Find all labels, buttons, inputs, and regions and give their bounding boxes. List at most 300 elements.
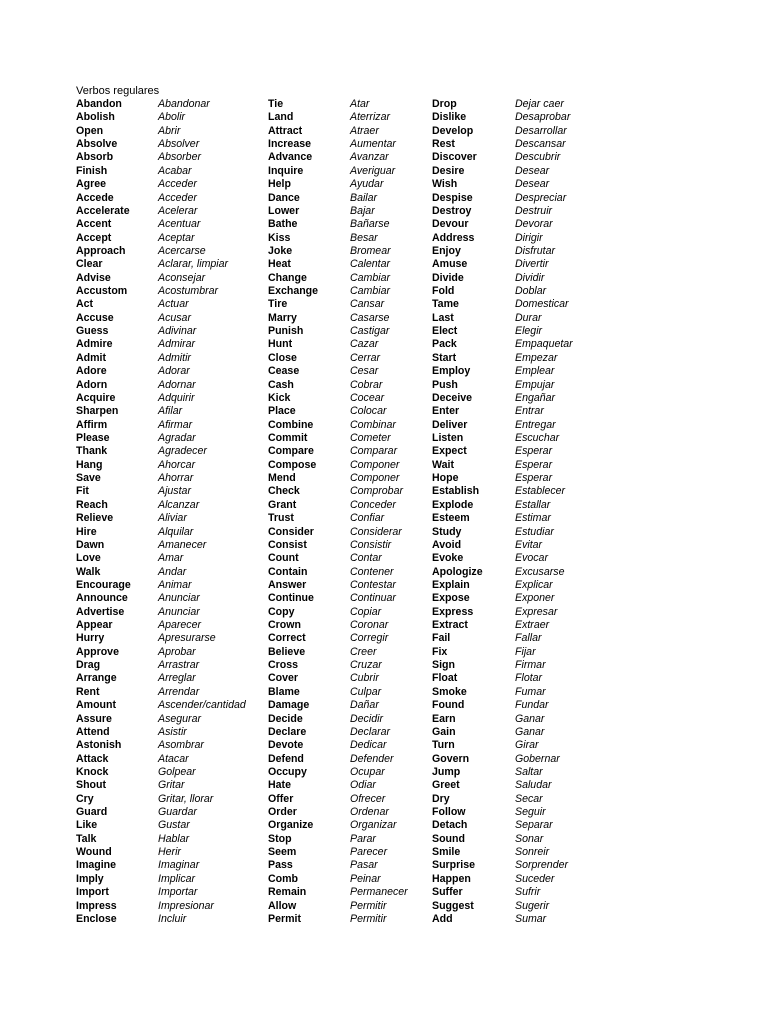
verb-row <box>432 900 622 913</box>
verb-row <box>432 432 622 445</box>
spanish-translation: Permanecer <box>350 886 408 899</box>
spanish-translation: Esperar <box>515 472 553 485</box>
verb-row <box>432 499 622 512</box>
verb-row <box>76 445 266 458</box>
verb-row <box>76 766 266 779</box>
verb-row <box>268 512 430 525</box>
spanish-translation: Acusar <box>158 311 191 324</box>
verb-row <box>432 125 622 138</box>
english-verb: Fix <box>432 645 448 658</box>
english-verb: Tie <box>268 98 284 110</box>
spanish-translation: Fallar <box>515 632 542 645</box>
spanish-translation: Empujar <box>515 378 555 391</box>
verb-row <box>76 178 266 191</box>
english-verb: Suggest <box>432 899 474 912</box>
verb-row <box>268 312 430 325</box>
english-verb: Relieve <box>76 512 114 525</box>
verb-row <box>268 766 430 779</box>
english-verb: Believe <box>268 645 306 658</box>
verb-row <box>268 579 430 592</box>
verb-row <box>432 285 622 298</box>
spanish-translation: Parar <box>350 832 376 845</box>
verb-row <box>268 646 430 659</box>
verb-row <box>76 365 266 378</box>
verb-row <box>432 539 622 552</box>
english-verb: Lower <box>268 204 300 217</box>
spanish-translation: Abandonar <box>158 98 210 110</box>
english-verb: Drop <box>432 98 457 110</box>
english-verb: Smile <box>432 846 461 859</box>
english-verb: Hang <box>76 458 103 471</box>
verb-row <box>268 632 430 645</box>
verb-row <box>432 379 622 392</box>
english-verb: Answer <box>268 578 307 591</box>
spanish-translation: Bajar <box>350 204 375 217</box>
spanish-translation: Avanzar <box>350 151 389 164</box>
verb-row <box>76 392 266 405</box>
verb-row <box>268 886 430 899</box>
english-verb: Land <box>268 111 294 124</box>
spanish-translation: Desear <box>515 164 550 177</box>
spanish-translation: Destruir <box>515 204 553 217</box>
verb-row <box>268 659 430 672</box>
spanish-translation: Admitir <box>158 351 191 364</box>
spanish-translation: Aparecer <box>158 619 201 632</box>
spanish-translation: Bromear <box>350 244 391 257</box>
spanish-translation: Establecer <box>515 485 566 498</box>
english-verb: Fail <box>432 632 451 645</box>
spanish-translation: Considerar <box>350 525 402 538</box>
spanish-translation: Amanecer <box>158 538 207 551</box>
english-verb: Allow <box>268 899 297 912</box>
verb-row <box>432 793 622 806</box>
spanish-translation: Afirmar <box>158 418 193 431</box>
verb-row <box>432 873 622 886</box>
english-verb: Add <box>432 912 453 925</box>
spanish-translation: Culpar <box>350 685 382 698</box>
spanish-translation: Incluir <box>158 912 187 925</box>
spanish-translation: Aumentar <box>350 138 396 151</box>
verb-row <box>76 793 266 806</box>
spanish-translation: Continuar <box>350 592 396 605</box>
english-verb: Save <box>76 472 101 485</box>
verb-row <box>268 325 430 338</box>
spanish-translation: Cruzar <box>350 659 382 672</box>
verb-row <box>268 232 430 245</box>
verb-row <box>268 178 430 191</box>
verb-row <box>432 272 622 285</box>
english-verb: Advertise <box>76 605 125 618</box>
verb-row <box>76 138 266 151</box>
spanish-translation: Adornar <box>158 378 196 391</box>
english-verb: Act <box>76 298 94 311</box>
spanish-translation: Permitir <box>350 912 387 925</box>
english-verb: Agree <box>76 178 107 191</box>
english-verb: Wait <box>432 458 454 471</box>
english-verb: Enjoy <box>432 244 461 257</box>
spanish-translation: Entregar <box>515 418 556 431</box>
verb-row <box>268 125 430 138</box>
english-verb: Absolve <box>76 138 118 151</box>
english-verb: Devour <box>432 218 469 231</box>
english-verb: Clear <box>76 258 103 271</box>
spanish-translation: Girar <box>515 739 539 752</box>
verb-row <box>76 713 266 726</box>
spanish-translation: Admirar <box>158 338 196 351</box>
verb-row <box>432 392 622 405</box>
spanish-translation: Anunciar <box>158 592 200 605</box>
verb-row <box>76 205 266 218</box>
spanish-translation: Cobrar <box>350 378 383 391</box>
english-verb: Cross <box>268 659 299 672</box>
spanish-translation: Secar <box>515 792 543 805</box>
spanish-translation: Sonreir <box>515 846 550 859</box>
english-verb: Damage <box>268 699 310 712</box>
spanish-translation: Amar <box>158 552 184 565</box>
english-verb: Develop <box>432 124 474 137</box>
spanish-translation: Contar <box>350 552 382 565</box>
english-verb: Count <box>268 552 299 565</box>
spanish-translation: Atraer <box>350 124 379 137</box>
verb-row <box>76 539 266 552</box>
verb-row <box>432 886 622 899</box>
english-verb: Wound <box>76 846 112 859</box>
english-verb: Destroy <box>432 204 472 217</box>
spanish-translation: Durar <box>515 311 542 324</box>
spanish-translation: Acabar <box>158 164 192 177</box>
english-verb: Guard <box>76 806 108 819</box>
spanish-translation: Acostumbrar <box>158 285 219 298</box>
english-verb: Offer <box>268 792 294 805</box>
english-verb: Attack <box>76 752 109 765</box>
verb-row <box>268 539 430 552</box>
verb-row <box>76 325 266 338</box>
verb-row <box>432 806 622 819</box>
spanish-translation: Aliviar <box>158 512 187 525</box>
english-verb: Pack <box>432 338 457 351</box>
spanish-translation: Implicar <box>158 872 196 885</box>
english-verb: Declare <box>268 725 307 738</box>
spanish-translation: Componer <box>350 472 400 485</box>
english-verb: Extract <box>432 619 468 632</box>
spanish-translation: Decidir <box>350 712 383 725</box>
verb-row <box>432 218 622 231</box>
english-verb: Establish <box>432 485 480 498</box>
spanish-translation: Golpear <box>158 765 196 778</box>
verb-row <box>432 98 622 111</box>
verb-row <box>432 405 622 418</box>
spanish-translation: Colocar <box>350 405 387 418</box>
verb-row <box>268 98 430 111</box>
verb-row <box>268 485 430 498</box>
english-verb: Drag <box>76 659 101 672</box>
english-verb: Blame <box>268 685 300 698</box>
spanish-translation: Consistir <box>350 538 392 551</box>
verb-row <box>76 405 266 418</box>
verb-row <box>76 459 266 472</box>
english-verb: Correct <box>268 632 306 645</box>
verb-row <box>76 432 266 445</box>
english-verb: Esteem <box>432 512 470 525</box>
english-verb: Abandon <box>76 98 122 110</box>
verb-row <box>432 138 622 151</box>
verb-row <box>76 846 266 859</box>
spanish-translation: Separar <box>515 819 553 832</box>
english-verb: Consider <box>268 525 314 538</box>
english-verb: Gain <box>432 725 456 738</box>
english-verb: Shout <box>76 779 107 792</box>
spanish-translation: Engañar <box>515 391 556 404</box>
verb-row <box>76 806 266 819</box>
spanish-translation: Desarrollar <box>515 124 567 137</box>
english-verb: Love <box>76 552 101 565</box>
spanish-translation: Herir <box>158 846 181 859</box>
verb-row <box>76 232 266 245</box>
verb-row <box>268 526 430 539</box>
english-verb: Approve <box>76 645 119 658</box>
english-verb: Walk <box>76 565 101 578</box>
english-verb: Combine <box>268 418 314 431</box>
verb-row <box>432 859 622 872</box>
english-verb: Defend <box>268 752 304 765</box>
verb-row <box>432 298 622 311</box>
spanish-translation: Parecer <box>350 846 388 859</box>
english-verb: Accustom <box>76 285 128 298</box>
verb-row <box>76 646 266 659</box>
verb-row <box>76 726 266 739</box>
spanish-translation: Escuchar <box>515 431 560 444</box>
spanish-translation: Sorprender <box>515 859 568 872</box>
spanish-translation: Ganar <box>515 725 545 738</box>
verb-row <box>432 766 622 779</box>
english-verb: Tame <box>432 298 459 311</box>
english-verb: Affirm <box>76 418 108 431</box>
verb-row <box>432 352 622 365</box>
english-verb: Sign <box>432 659 455 672</box>
english-verb: Marry <box>268 311 297 324</box>
spanish-translation: Dirigir <box>515 231 543 244</box>
english-verb: Cry <box>76 792 94 805</box>
spanish-translation: Averiguar <box>350 164 396 177</box>
verb-row <box>268 245 430 258</box>
spanish-translation: Animar <box>158 578 192 591</box>
verb-row <box>76 913 266 926</box>
english-verb: Surprise <box>432 859 475 872</box>
english-verb: Explode <box>432 498 474 511</box>
verb-row <box>268 392 430 405</box>
english-verb: Rest <box>432 138 455 151</box>
english-verb: Discover <box>432 151 477 164</box>
spanish-translation: Declarar <box>350 725 391 738</box>
spanish-translation: Despreciar <box>515 191 567 204</box>
verb-row <box>76 419 266 432</box>
english-verb: Suffer <box>432 886 463 899</box>
english-verb: Amount <box>76 699 117 712</box>
verb-row <box>76 338 266 351</box>
english-verb: Enclose <box>76 912 117 925</box>
spanish-translation: Gritar <box>158 779 185 792</box>
english-verb: Decide <box>268 712 303 725</box>
english-verb: Permit <box>268 912 301 925</box>
spanish-translation: Copiar <box>350 605 382 618</box>
spanish-translation: Estimar <box>515 512 551 525</box>
spanish-translation: Elegir <box>515 325 543 338</box>
verb-row <box>268 739 430 752</box>
verb-row <box>76 125 266 138</box>
spanish-translation: Combinar <box>350 418 396 431</box>
spanish-translation: Confiar <box>350 512 385 525</box>
english-verb: Reach <box>76 498 108 511</box>
spanish-translation: Abrir <box>158 124 181 137</box>
spanish-translation: Asombrar <box>158 739 204 752</box>
spanish-translation: Devorar <box>515 218 553 231</box>
english-verb: Dislike <box>432 111 467 124</box>
verb-row <box>432 913 622 926</box>
spanish-translation: Organizar <box>350 819 397 832</box>
english-verb: Dance <box>268 191 300 204</box>
spanish-translation: Domesticar <box>515 298 569 311</box>
spanish-translation: Cubrir <box>350 672 379 685</box>
verb-row <box>268 873 430 886</box>
english-verb: Earn <box>432 712 456 725</box>
verb-row <box>76 833 266 846</box>
english-verb: Commit <box>268 431 308 444</box>
verb-row <box>432 619 622 632</box>
spanish-translation: Fundar <box>515 699 549 712</box>
spanish-translation: Exponer <box>515 592 555 605</box>
spanish-translation: Sumar <box>515 912 547 925</box>
spanish-translation: Actuar <box>158 298 189 311</box>
spanish-translation: Peinar <box>350 872 381 885</box>
verb-row <box>268 352 430 365</box>
english-verb: Dry <box>432 792 450 805</box>
spanish-translation: Aprobar <box>158 645 196 658</box>
english-verb: Hurry <box>76 632 105 645</box>
spanish-translation: Fijar <box>515 645 536 658</box>
spanish-translation: Explicar <box>515 578 553 591</box>
spanish-translation: Gritar, llorar <box>158 792 214 805</box>
verb-row <box>268 686 430 699</box>
english-verb: Express <box>432 605 474 618</box>
verb-row <box>432 659 622 672</box>
verb-row <box>76 659 266 672</box>
spanish-translation: Asistir <box>158 725 187 738</box>
english-verb: Turn <box>432 739 455 752</box>
verb-row <box>76 579 266 592</box>
english-verb: Hire <box>76 525 97 538</box>
english-verb: Cash <box>268 378 294 391</box>
spanish-translation: Bailar <box>350 191 378 204</box>
english-verb: Cover <box>268 672 299 685</box>
english-verb: Guess <box>76 325 109 338</box>
spanish-translation: Adivinar <box>158 325 197 338</box>
spanish-translation: Acentuar <box>158 218 201 231</box>
spanish-translation: Hablar <box>158 832 190 845</box>
verb-row <box>76 285 266 298</box>
verb-row <box>432 472 622 485</box>
english-verb: Follow <box>432 806 466 819</box>
english-verb: Deliver <box>432 418 468 431</box>
verb-row <box>432 232 622 245</box>
verb-row <box>268 806 430 819</box>
english-verb: Appear <box>76 619 113 632</box>
verb-row <box>432 566 622 579</box>
english-verb: Accede <box>76 191 114 204</box>
verb-row <box>76 632 266 645</box>
verb-row <box>76 258 266 271</box>
spanish-translation: Ayudar <box>350 178 384 191</box>
verb-row <box>432 632 622 645</box>
english-verb: Imagine <box>76 859 117 872</box>
spanish-translation: Entrar <box>515 405 544 418</box>
verb-row <box>432 753 622 766</box>
english-verb: Close <box>268 351 297 364</box>
verb-row <box>268 846 430 859</box>
verb-row <box>432 111 622 124</box>
english-verb: Devote <box>268 739 304 752</box>
verb-row <box>432 258 622 271</box>
english-verb: Admit <box>76 351 107 364</box>
verb-row <box>76 245 266 258</box>
english-verb: Thank <box>76 445 108 458</box>
verb-row <box>268 218 430 231</box>
english-verb: Grant <box>268 498 297 511</box>
english-verb: Absorb <box>76 151 114 164</box>
english-verb: Imply <box>76 872 104 885</box>
english-verb: Employ <box>432 365 471 378</box>
verb-row <box>76 779 266 792</box>
english-verb: Encourage <box>76 578 131 591</box>
verb-row <box>268 753 430 766</box>
verb-row <box>268 833 430 846</box>
spanish-translation: Aterrizar <box>350 111 391 124</box>
english-verb: Address <box>432 231 475 244</box>
verb-row <box>432 459 622 472</box>
spanish-translation: Coronar <box>350 619 389 632</box>
english-verb: Talk <box>76 832 97 845</box>
verb-row <box>432 526 622 539</box>
verb-row <box>268 298 430 311</box>
spanish-translation: Afilar <box>158 405 183 418</box>
verb-row <box>268 699 430 712</box>
english-verb: Accept <box>76 231 112 244</box>
english-verb: Punish <box>268 325 304 338</box>
spanish-translation: Disfrutar <box>515 244 556 257</box>
spanish-translation: Cocear <box>350 391 385 404</box>
spanish-translation: Pasar <box>350 859 378 872</box>
verb-row <box>76 512 266 525</box>
spanish-translation: Cerrar <box>350 351 381 364</box>
spanish-translation: Acceder <box>158 178 197 191</box>
spanish-translation: Sonar <box>515 832 544 845</box>
english-verb: Finish <box>76 164 108 177</box>
english-verb: Kick <box>268 391 291 404</box>
verb-row <box>76 272 266 285</box>
spanish-translation: Firmar <box>515 659 546 672</box>
english-verb: Despise <box>432 191 473 204</box>
spanish-translation: Componer <box>350 458 400 471</box>
english-verb: Comb <box>268 872 299 885</box>
english-verb: Please <box>76 431 110 444</box>
verb-row <box>76 873 266 886</box>
english-verb: Stop <box>268 832 292 845</box>
english-verb: Help <box>268 178 291 191</box>
verb-row <box>268 672 430 685</box>
english-verb: Inquire <box>268 164 304 177</box>
verb-row <box>76 592 266 605</box>
spanish-translation: Arreglar <box>158 672 196 685</box>
verb-row <box>268 819 430 832</box>
